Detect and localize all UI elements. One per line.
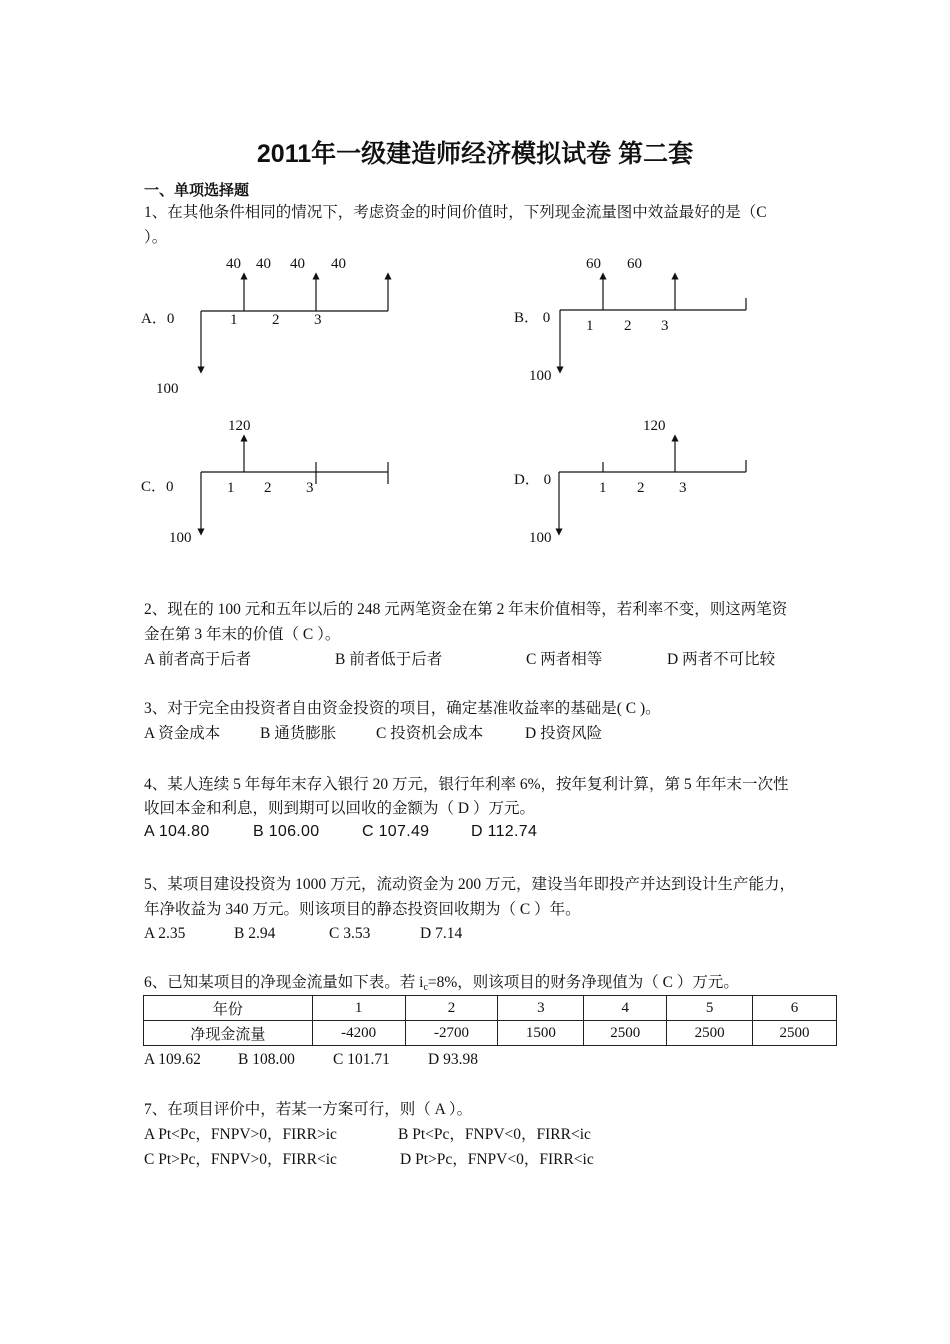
diagram-c-inflow: 120: [228, 418, 251, 434]
diagram-b-period: 3: [661, 318, 669, 334]
q3-option-c: C 投资机会成本: [376, 725, 484, 742]
cash-flow-diagrams: [0, 0, 950, 600]
diagram-b-outflow: 100: [529, 368, 552, 384]
diagram-d-outflow: 100: [529, 530, 552, 546]
table-header-cell: 5: [667, 996, 753, 1021]
table-header-cell: 年份: [144, 996, 313, 1021]
q4-option-a: A 104.80: [144, 823, 210, 840]
table-header-cell: 3: [498, 996, 584, 1021]
q2-option-c: C 两者相等: [526, 651, 603, 668]
diagram-c-period: 1: [227, 480, 235, 496]
q6-option-c: C 101.71: [333, 1051, 390, 1068]
diagram-d-period: 2: [637, 480, 645, 496]
diagram-b-inflow: 60: [586, 256, 601, 272]
q2-option-d: D 两者不可比较: [667, 651, 776, 668]
table-cell: 2500: [753, 1021, 837, 1046]
table-header-cell: 1: [312, 996, 405, 1021]
q6-option-b: B 108.00: [238, 1051, 295, 1068]
diagram-b-period: 2: [624, 318, 632, 334]
diagram-d: [559, 438, 746, 532]
diagram-d-period: 1: [599, 480, 607, 496]
q7-text: 7、在项目评价中，若某一方案可行，则（ A ）。: [144, 1101, 473, 1118]
q2-text-line1: 2、现在的 100 元和五年以后的 248 元两笔资金在第 2 年末价值相等，若利率不变，则这两笔资: [144, 601, 788, 618]
table-header-cell: 4: [584, 996, 667, 1021]
table-header-cell: 2: [405, 996, 498, 1021]
q2-text-line2: 金在第 3 年末的价值（ C ）。: [144, 626, 341, 643]
q5-option-a: A 2.35: [144, 925, 186, 942]
diagram-c-period: 2: [264, 480, 272, 496]
q6-option-a: A 109.62: [144, 1051, 201, 1068]
table-cell: -2700: [405, 1021, 498, 1046]
diagram-a-label: A．0: [141, 311, 175, 327]
diagram-a-outflow: 100: [156, 381, 179, 397]
q3-option-d: D 投资风险: [525, 725, 603, 742]
diagram-a-inflow: 40: [256, 256, 271, 272]
q4-option-b: B 106.00: [253, 823, 320, 840]
page-title: 2011年一级建造师经济模拟试卷 第二套: [256, 140, 694, 168]
diagram-b-inflow: 60: [627, 256, 642, 272]
q5-option-b: B 2.94: [234, 925, 276, 942]
q4-text-line2: 收回本金和利息，则到期可以回收的金额为（ D ）万元。: [144, 800, 535, 817]
diagram-a-period: 3: [314, 312, 322, 328]
q7-option-c: C Pt>Pc，FNPV>0，FIRR<ic: [144, 1151, 337, 1168]
q1-text-line1: 1、在其他条件相同的情况下，考虑资金的时间价值时，下列现金流量图中效益最好的是（C: [144, 204, 767, 221]
q3-text: 3、对于完全由投资者自由资金投资的项目，确定基准收益率的基础是( C )。: [144, 700, 661, 717]
diagram-b-period: 1: [586, 318, 594, 334]
table-row: [144, 1021, 837, 1046]
q2-option-a: A 前者高于后者: [144, 651, 252, 668]
q5-option-d: D 7.14: [420, 925, 463, 942]
q4-text-line1: 4、某人连续 5 年每年末存入银行 20 万元，银行年利率 6%，按年复利计算，第 5 年年末一次性: [144, 776, 789, 793]
diagram-c-period: 3: [306, 480, 314, 496]
diagram-a-period: 2: [272, 312, 280, 328]
diagram-a-period: 1: [230, 312, 238, 328]
q5-option-c: C 3.53: [329, 925, 371, 942]
q1-text-line2: ）。: [144, 229, 168, 246]
q6-text: 6、已知某项目的净现金流量如下表。若 $i_c=8\%$，则该项目的财务净现值为（ C ）万元。: [144, 974, 739, 993]
table-cell: 2500: [584, 1021, 667, 1046]
section-heading: 一、单项选择题: [144, 183, 250, 199]
table-header-row: [144, 996, 837, 1021]
q6-option-d: D 93.98: [428, 1051, 478, 1068]
table-cell: 2500: [667, 1021, 753, 1046]
diagram-b-label: B． 0: [514, 310, 551, 326]
diagram-d-inflow: 120: [643, 418, 666, 434]
q3-option-a: A 资金成本: [144, 725, 221, 742]
q7-option-d: D Pt>Pc，FNPV<0，FIRR<ic: [400, 1151, 594, 1168]
diagram-c-outflow: 100: [169, 530, 192, 546]
table-cell: -4200: [312, 1021, 405, 1046]
cash-flow-table: [143, 995, 837, 1046]
q4-option-d: D 112.74: [471, 823, 538, 840]
diagram-d-period: 3: [679, 480, 687, 496]
q4-option-c: C 107.49: [362, 823, 430, 840]
diagram-a-inflow: 40: [331, 256, 346, 272]
q5-text-line2: 年净收益为 340 万元。则该项目的静态投资回收期为（ C ）年。: [144, 901, 581, 918]
table-header-cell: 6: [753, 996, 837, 1021]
q2-option-b: B 前者低于后者: [335, 651, 443, 668]
q5-text-line1: 5、某项目建设投资为 1000 万元，流动资金为 200 万元，建设当年即投产并达到设计生产能力，: [144, 876, 796, 893]
table-cell: 1500: [498, 1021, 584, 1046]
diagram-c-label: C．0: [141, 479, 174, 495]
diagram-a-inflow: 40: [226, 256, 241, 272]
q3-option-b: B 通货膨胀: [260, 725, 337, 742]
q7-option-b: B Pt<Pc，FNPV<0，FIRR<ic: [398, 1126, 591, 1143]
diagram-a-inflow: 40: [290, 256, 305, 272]
table-cell: 净现金流量: [144, 1021, 313, 1046]
diagram-d-label: D． 0: [514, 472, 552, 488]
q7-option-a: A Pt<Pc，FNPV>0，FIRR>ic: [144, 1126, 337, 1143]
